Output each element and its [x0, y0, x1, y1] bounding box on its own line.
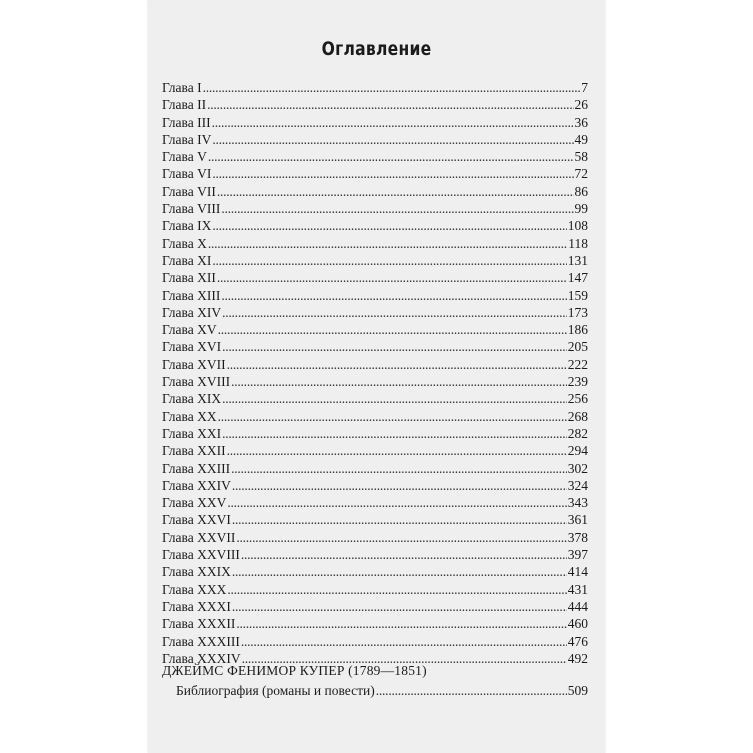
toc-row-page: 378 — [567, 529, 588, 545]
toc-row-label: Глава XVI — [162, 339, 222, 355]
toc-row — [162, 478, 588, 495]
toc-row-label: Глава XXXIII — [162, 633, 240, 649]
toc-row — [162, 97, 588, 114]
dot-leader — [208, 236, 567, 252]
toc-row — [162, 547, 588, 564]
toc-row — [162, 426, 588, 443]
toc-row-page: 131 — [567, 252, 588, 268]
toc-row — [162, 253, 588, 270]
toc-row-page: 460 — [567, 616, 588, 632]
toc-row-page: 294 — [567, 443, 588, 459]
dot-leader — [227, 582, 566, 598]
dot-leader — [207, 97, 573, 113]
dot-leader — [221, 201, 573, 217]
toc-row — [162, 149, 588, 166]
dot-leader — [236, 616, 566, 632]
toc-row — [162, 495, 588, 512]
toc-row — [162, 357, 588, 374]
toc-row-page: 361 — [567, 512, 588, 528]
dot-leader — [222, 305, 567, 321]
toc-row-label: Глава XXX — [162, 581, 227, 597]
dot-leader — [217, 270, 567, 286]
author-heading: ДЖЕЙМС ФЕНИМОР КУПЕР (1789—1851) — [162, 663, 427, 678]
dot-leader — [217, 184, 574, 200]
toc-row-label: Глава XXIX — [162, 564, 231, 580]
toc-row-page: 147 — [567, 270, 588, 286]
toc-row — [162, 322, 588, 339]
toc-row-label: Глава XXVIII — [162, 547, 240, 563]
toc-row-page: 256 — [567, 391, 588, 407]
dot-leader — [203, 80, 581, 96]
toc-row — [162, 115, 588, 132]
toc-row-page: 205 — [567, 339, 588, 355]
toc-row-page: 431 — [567, 581, 588, 597]
toc-row-page: 302 — [567, 460, 588, 476]
toc-row — [162, 512, 588, 529]
dot-leader — [222, 339, 567, 355]
toc-row — [162, 201, 588, 218]
dot-leader — [227, 443, 567, 459]
dot-leader — [227, 357, 567, 373]
toc-row-label: Глава VIII — [162, 201, 221, 217]
dot-leader — [376, 683, 567, 699]
toc-row — [162, 391, 588, 408]
dot-leader — [232, 478, 567, 494]
toc-row-label: Глава XXXI — [162, 598, 231, 614]
dot-leader — [232, 512, 567, 528]
toc-row-page: 222 — [567, 356, 588, 372]
toc-row — [162, 80, 588, 97]
dot-leader — [212, 253, 566, 269]
toc-row-page: 414 — [567, 564, 588, 580]
toc-row-page: 492 — [567, 650, 588, 666]
toc-row — [162, 616, 588, 633]
toc-row-page: 509 — [567, 683, 588, 698]
toc-row — [162, 218, 588, 235]
toc-row-page: 282 — [567, 425, 588, 441]
toc-row-label: Глава XI — [162, 252, 212, 268]
toc-row-label: Глава IX — [162, 218, 212, 234]
toc-row-page: 49 — [574, 131, 588, 147]
dot-leader — [241, 634, 567, 650]
toc-row-label: Библиография (романы и повести) — [176, 683, 375, 698]
toc-row-label: Глава XXV — [162, 495, 227, 511]
toc-row-label: Глава XII — [162, 270, 216, 286]
toc-row-label: Глава X — [162, 235, 207, 251]
toc-row-label: Глава XIV — [162, 304, 222, 320]
toc-row-page: 72 — [574, 166, 588, 182]
bibliography-entry — [176, 683, 588, 700]
toc-row-label: Глава XIX — [162, 391, 222, 407]
toc-row — [162, 461, 588, 478]
toc-row-label: Глава XXXII — [162, 616, 236, 632]
toc-row-label: Глава XXVII — [162, 529, 236, 545]
toc-row — [162, 599, 588, 616]
toc-row-label: Глава XIII — [162, 287, 221, 303]
dot-leader — [218, 409, 567, 425]
toc-row-page: 239 — [567, 374, 588, 390]
toc-row — [162, 270, 588, 287]
dot-leader — [231, 461, 567, 477]
toc-row-page: 324 — [567, 477, 588, 493]
toc-row-page: 118 — [568, 235, 588, 251]
dot-leader — [212, 218, 566, 234]
toc-row-page: 99 — [574, 201, 588, 217]
dot-leader — [208, 149, 574, 165]
toc-row-page: 108 — [567, 218, 588, 234]
toc-row-label: Глава VII — [162, 183, 216, 199]
toc-row-label: Глава I — [162, 80, 202, 95]
toc-row-label: Глава II — [162, 97, 207, 113]
dot-leader — [212, 132, 573, 148]
table-of-contents — [162, 80, 588, 668]
toc-row — [162, 288, 588, 305]
toc-row — [162, 564, 588, 581]
dot-leader — [232, 599, 567, 615]
toc-row — [162, 443, 588, 460]
dot-leader — [241, 547, 567, 563]
toc-row-label: Глава XVII — [162, 356, 226, 372]
toc-row-label: Глава III — [162, 114, 211, 130]
toc-row-page: 397 — [567, 547, 588, 563]
dot-leader — [222, 391, 567, 407]
toc-row-label: Глава XX — [162, 408, 217, 424]
book-page — [148, 0, 605, 753]
toc-row — [162, 339, 588, 356]
toc-row-page: 86 — [574, 183, 588, 199]
toc-row — [162, 409, 588, 426]
toc-row — [162, 582, 588, 599]
toc-row-label: Глава XXVI — [162, 512, 231, 528]
dot-leader — [232, 564, 567, 580]
toc-row — [162, 184, 588, 201]
dot-leader — [227, 495, 566, 511]
toc-row — [162, 634, 588, 651]
toc-row-label: Глава XXXIV — [162, 650, 241, 666]
toc-row — [162, 305, 588, 322]
toc-row-label: Глава XXIII — [162, 460, 231, 476]
toc-row-label: Глава VI — [162, 166, 212, 182]
toc-row-page: 444 — [567, 598, 588, 614]
toc-row — [162, 374, 588, 391]
toc-row-page: 476 — [567, 633, 588, 649]
toc-row-page: 159 — [567, 287, 588, 303]
page-title: Оглавление — [321, 38, 432, 60]
toc-row-page: 36 — [574, 114, 588, 130]
toc-row-label: Глава XV — [162, 322, 217, 338]
toc-row-page: 343 — [567, 495, 588, 511]
toc-row-page: 7 — [581, 80, 588, 95]
dot-leader — [231, 374, 567, 390]
dot-leader — [236, 530, 566, 546]
toc-row-page: 173 — [567, 304, 588, 320]
toc-row — [162, 530, 588, 547]
dot-leader — [218, 322, 567, 338]
toc-row — [162, 236, 588, 253]
dot-leader — [221, 288, 566, 304]
toc-row-page: 58 — [574, 149, 588, 165]
toc-row — [176, 683, 588, 700]
toc-row — [162, 166, 588, 183]
toc-row-label: Глава XXII — [162, 443, 226, 459]
toc-row-page: 186 — [567, 322, 588, 338]
toc-row-label: Глава IV — [162, 131, 212, 147]
toc-row-page: 26 — [574, 97, 588, 113]
dot-leader — [212, 166, 573, 182]
dot-leader — [212, 115, 574, 131]
toc-row-label: Глава XXIV — [162, 477, 231, 493]
toc-row-page: 268 — [567, 408, 588, 424]
dot-leader — [222, 426, 567, 442]
toc-row-label: Глава V — [162, 149, 207, 165]
toc-row-label: Глава XVIII — [162, 374, 231, 390]
toc-row — [162, 132, 588, 149]
toc-row-label: Глава XXI — [162, 425, 222, 441]
